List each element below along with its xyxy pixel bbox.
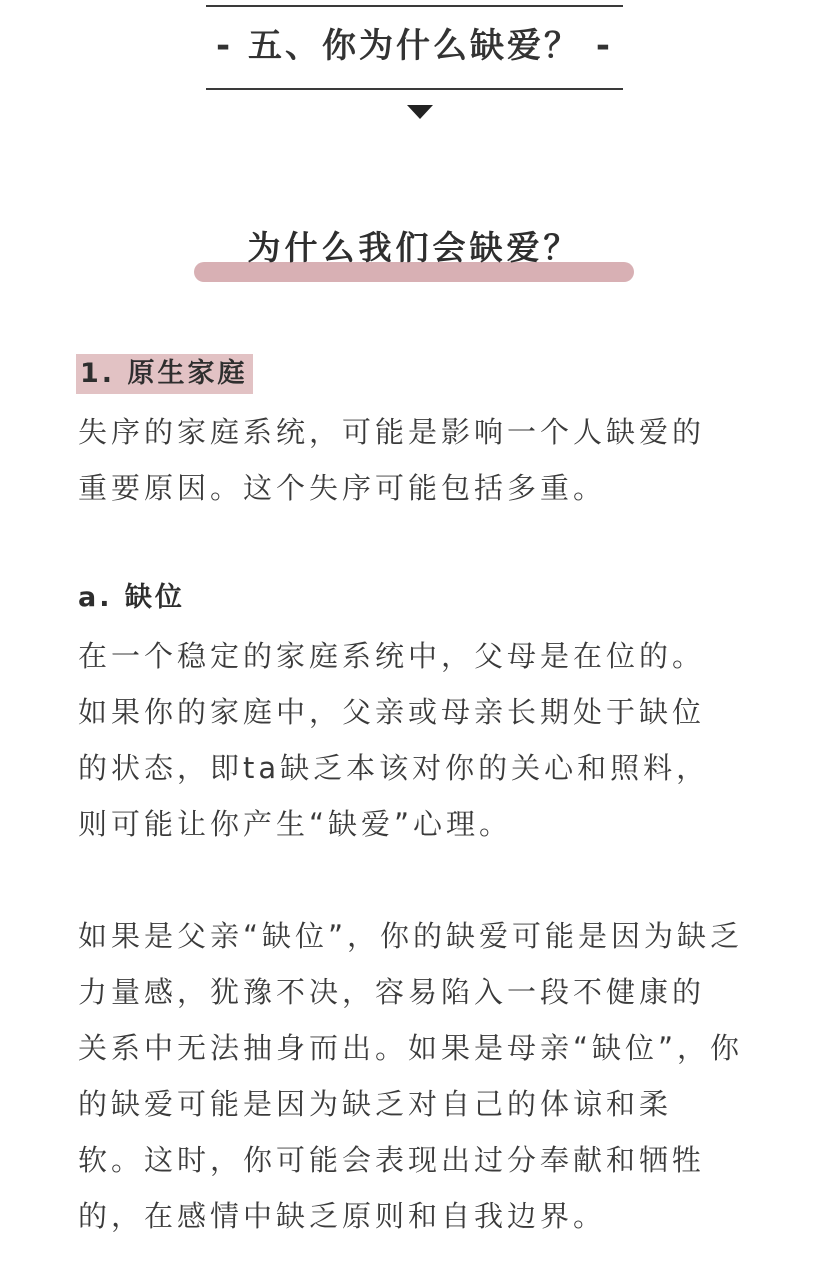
paragraph-parent-absence-effects [78, 908, 758, 1244]
paragraph-line: 关系中无法抽身而出。如果是母亲“缺位”，你 [78, 1031, 744, 1065]
triangle-down-icon [407, 105, 433, 119]
section-title: - 五、你为什么缺爱？ - [216, 26, 613, 66]
paragraph-line: 如果是父亲“缺位”，你的缺爱可能是因为缺乏 [78, 919, 744, 953]
paragraph-line: 失序的家庭系统，可能是影响一个人缺爱的 [78, 415, 706, 449]
paragraph-line: 软。这时，你可能会表现出过分奉献和牺牲 [78, 1143, 706, 1177]
sub-point-heading-absence: a. 缺位 [78, 582, 185, 613]
paragraph-absence [78, 628, 758, 852]
subheading: 为什么我们会缺爱？ [247, 228, 581, 267]
paragraph-line: 力量感，犹豫不决，容易陷入一段不健康的 [78, 975, 706, 1009]
paragraph-line: 的，在感情中缺乏原则和自我边界。 [78, 1199, 607, 1233]
header-bottom-rule [206, 88, 623, 90]
paragraph-line: 如果你的家庭中，父亲或母亲长期处于缺位 [78, 695, 706, 729]
paragraph-line: 重要原因。这个失序可能包括多重。 [78, 471, 607, 505]
paragraph-line: 的状态，即ta缺乏本该对你的关心和照料， [78, 751, 710, 785]
subheading-block [194, 222, 634, 286]
paragraph-family-disorder [78, 404, 758, 516]
section-header [206, 0, 623, 92]
paragraph-line: 则可能让你产生“缺爱”心理。 [78, 807, 513, 841]
paragraph-line: 的缺爱可能是因为缺乏对自己的体谅和柔 [78, 1087, 673, 1121]
paragraph-line: 在一个稳定的家庭系统中，父母是在位的。 [78, 639, 706, 673]
header-top-rule [206, 5, 623, 7]
point-heading-family: 1. 原生家庭 [76, 354, 253, 394]
